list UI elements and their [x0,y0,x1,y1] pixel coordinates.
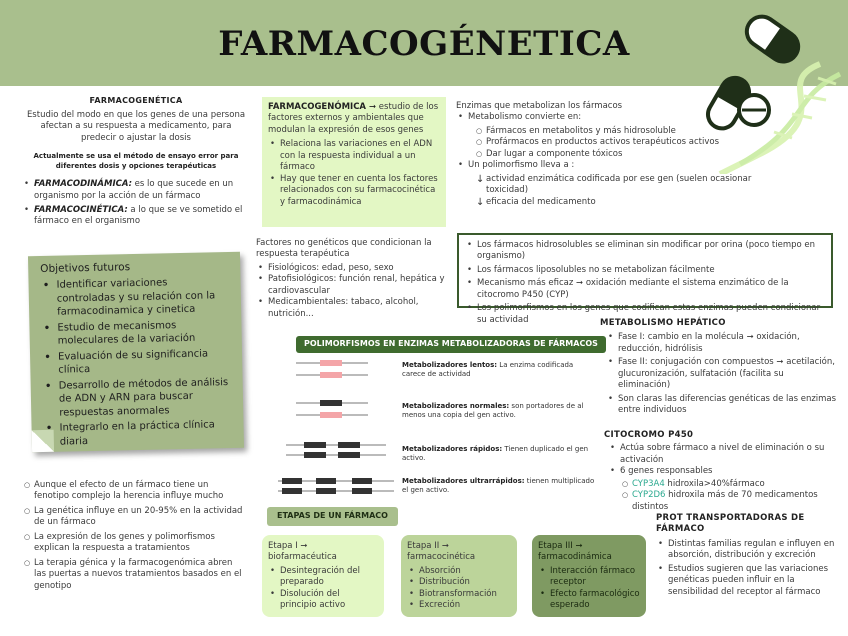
list-item: • Fisiológicos: edad, peso, sexo [256,263,446,274]
list-item: • Estudios sugieren que las variaciones genéticas pueden influir en la sensibilidad del receptor al fármaco [656,564,842,598]
note-heading: Objetivos futuros [40,261,131,275]
list-item: ○ CYP3A4 hidroxila>40%fármaco [620,479,844,490]
stage-card [401,535,517,617]
list-item: • Distintas familias regulan e influyen en absorción, distribución y excreción [656,539,842,562]
list-item: • Mecanismo más eficaz ➞ oxidación mediante el sistema enzimático de la citocromo P450 (CYP) [465,278,825,301]
list-item: • FARMACOCINÉTICA: a lo que se ve sometido el fármaco en el organismo [22,205,250,228]
list-item: ○ CYP2D6 hidroxila más de 70 medicamentos distintos [620,490,844,513]
list-item: ○ Fármacos en metabolitos y más hidrosoluble [474,126,786,137]
citocromo-section [604,430,844,513]
list-item: • Efecto farmacológico esperado [538,589,640,612]
objetivos-list [40,275,232,449]
list-item: • Absorción [407,566,511,577]
gene-slow [296,360,368,378]
polimorfismos-heading: POLIMORFISMOS EN ENZIMAS METABOLIZADORAS DE FÁRMACOS [296,336,606,353]
list-item: ○ Profármacos en productos activos terapéuticos activos [474,137,786,148]
list-item: • Estudio de mecanismos moleculares de la variación [41,318,230,349]
list-item: ○ La genética influye en un 20-95% en la actividad de un fármaco [22,506,246,529]
metabolismo-list [606,332,838,416]
hidrosolubles-list [465,240,825,326]
note-fold [32,430,54,452]
enzimas-heading: Enzimas que metabolizan los fármacos [456,101,623,111]
list-item: • Medicambientales: tabaco, alcohol, nutrición... [256,297,446,320]
gene-diagrams [276,355,396,505]
definition-text: Estudio del modo en que los genes de una persona afectan a su respuesta a medicamento, para predecir o ajustar la dosis [26,109,246,143]
sublist [474,174,786,208]
list-item: • Los polimorfismos en los genes que codifican estas enzimas pueden condicionar su actividad [465,303,825,326]
list-item: • Disolución del principio activo [268,589,378,612]
list-item: • Patofisiológicos: función renal, hepática y cardiovascular [256,274,446,297]
farmacogenomica-box [262,97,446,227]
list-item: • Fase I: cambio en la molécula ➞ oxidación, reducción, hidrólisis [606,332,838,355]
list-item: • 6 genes responsables ○ CYP3A4 hidroxila>40%fármaco ○ CYP2D6 hidroxila más de 70 medicamentos distintos [608,466,844,513]
list-item: ↓ actividad enzimática codificada por ese gen (suelen ocasionar toxicidad) [474,174,786,197]
list-item: ○ Dar lugar a componente tóxicos [474,149,786,160]
citocromo-heading: CITOCROMO P450 [604,430,694,440]
list-item: • Un polimorfismo lleva a : ↓ actividad enzimática codificada por ese gen (suelen ocasionar toxicidad) ↓ eficacia del medicamento [456,160,786,208]
enzimas-list [456,112,786,208]
list-item: • FARMACODINÁMICA: es lo que sucede en un organismo por la acción de un fármaco [22,179,250,202]
list-item: • Excreción [407,600,511,611]
metabolismo-heading: METABOLISMO HEPÁTICO [600,318,726,328]
subtitle-text: Actualmente se usa el método de ensayo error para diferentes dosis y opciones terapéuticas [33,152,239,170]
factores-section [256,238,446,320]
definitions-list [22,179,250,228]
list-item: • Evaluación de su significancia clínica [42,347,231,378]
enzimas-section [456,101,786,208]
list-item: • Desarrollo de métodos de análisis de ADN y ARN para buscar respuestas anormales [43,376,232,420]
gene-normal [296,400,368,418]
section-heading: FARMACOGENÉTICA [89,96,183,105]
stage-title: Etapa III ➞ farmacodinámica [538,541,612,563]
stage-list [268,566,378,612]
metabolismo-section [600,318,838,417]
list-item: • Metabolismo convierte en: ○ Fármacos en metabolitos y más hidrosoluble ○ Profármacos en productos activos terapéuticos activos ○ Dar lugar a componente tóxicos [456,112,786,160]
list-item: • Biotransformación [407,589,511,600]
stage-card [262,535,384,617]
list-item: ○ La terapia génica y la farmacogenómica abren las puertas a nuevos tratamientos basados en el genotipo [22,558,246,592]
list-item: ○ La expresión de los genes y polimorfismos explican la respuesta a tratamientos [22,532,246,555]
metabolizer-row: Metabolizadores lentos: La enzima codificada carece de actividad [402,361,574,378]
factores-heading: Factores no genéticos que condicionan la respuesta terapéutica [256,238,432,260]
list-item: • Los fármacos hidrosolubles se eliminan sin modificar por orina (poco tiempo en organismo) [465,240,825,263]
prot-heading: PROT TRANSPORTADORAS DE FÁRMACO [656,513,805,535]
stage-list [538,566,640,612]
page-title: FARMACOGÉNETICA [218,24,630,64]
list-item: • Hay que tener en cuenta los factores relacionados con su farmacocinética y farmacodinámica [268,174,440,208]
metabolizer-row: Metabolizadores normales: son portadores de al menos una copia del gen activo. [402,402,584,419]
metabolizer-row: Metabolizadores rápidos: Tienen duplicado el gen activo. [402,445,589,462]
etapas-heading: ETAPAS DE UN FÁRMACO [267,507,398,526]
sublist [474,126,786,160]
list-item: • Integrarlo en la práctica clínica diaria [43,418,232,449]
list-item: • Actúa sobre fármaco a nivel de eliminación o su activación [608,443,844,466]
list-item: • Desintegración del preparado [268,566,378,589]
capsule-icon [741,11,804,68]
factores-list [256,263,446,320]
stage-title: Etapa I ➞ biofarmacéutica [268,541,337,563]
list-item: • Relaciona las variaciones en el ADN con la respuesta individual a un fármaco [268,139,440,173]
prot-list [656,539,842,598]
list-item: • Distribución [407,577,511,588]
stage-list [407,566,511,612]
gene-rapid [286,442,386,458]
list-item: • Interacción fármaco receptor [538,566,640,589]
prot-section [656,513,842,598]
farmacogenomica-list [268,139,440,208]
notes-list [22,480,246,592]
stage-title: Etapa II ➞ farmacocinética [407,541,476,563]
list-item: • Identificar variaciones controladas y su relación con la farmacodinamica y cinetica [40,275,229,319]
list-item: • Los fármacos liposolubles no se metabolizan fácilmente [465,265,825,276]
citocromo-list [608,443,844,513]
metabolizer-row: Metabolizadores ultrarrápidos: tienen multiplicado el gen activo. [402,477,595,494]
stage-card [532,535,646,617]
list-item: • Son claras las diferencias genéticas de las enzimas entre individuos [606,394,838,417]
list-item: ○ Aunque el efecto de un fármaco tiene un fenotipo complejo la herencia influye mucho [22,480,246,503]
list-item: ↓ eficacia del medicamento [474,197,786,208]
sublist [620,479,844,513]
list-item: • Fase II: conjugación con compuestos ➞ acetilación, glucuronización, sulfatación (facilita su eliminación) [606,357,838,391]
gene-ultrarapid [278,478,394,494]
farmacogenetica-section [22,96,250,228]
farmacogenomica-definition: FARMACOGENÓMICA ➞ estudio de los factores externos y ambientales que modulan la expresión de esos genes [268,102,439,135]
objetivos-note [28,252,244,452]
